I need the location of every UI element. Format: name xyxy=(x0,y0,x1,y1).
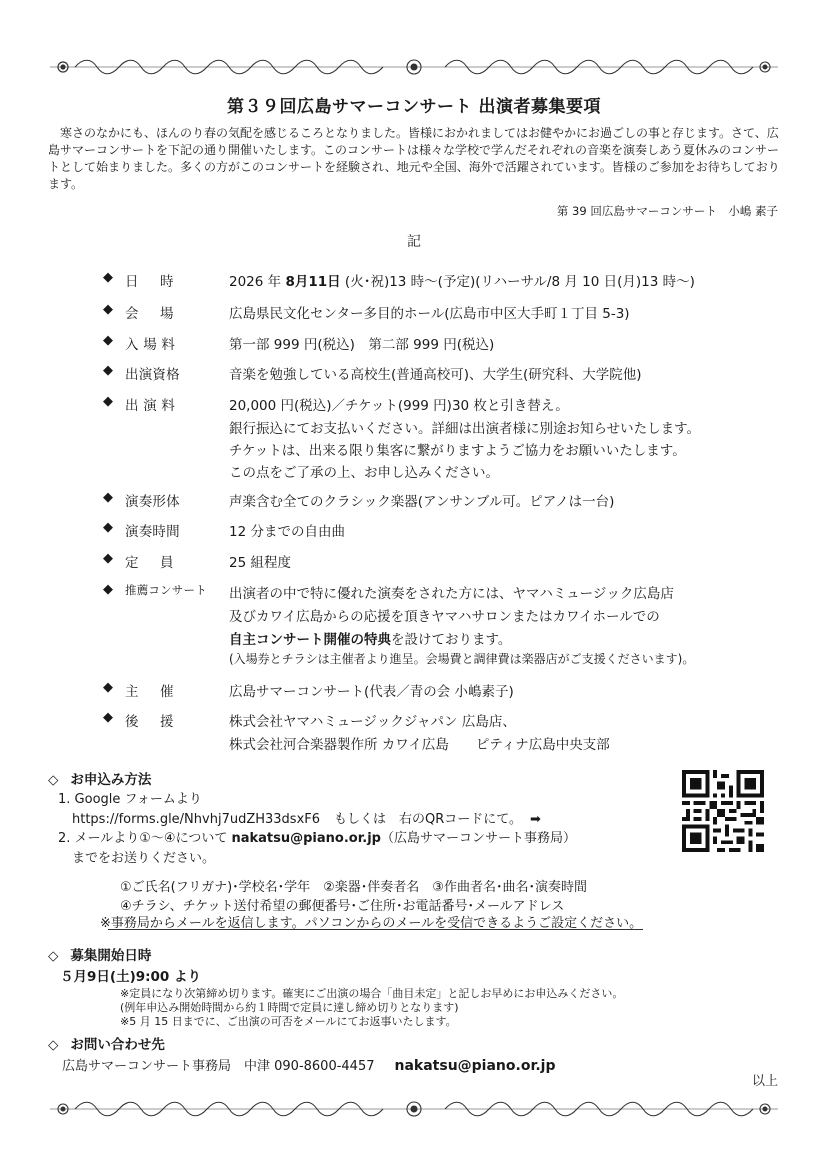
label-date: 日 時 xyxy=(125,274,178,290)
value-recommend-1: 出演者の中で特に優れた演奏をされた方には、ヤマハミュージック広島店 xyxy=(229,586,674,602)
recommend-post: を設けております。 xyxy=(391,632,512,648)
diamond-icon: ◆ xyxy=(103,333,113,348)
label-venue: 会 場 xyxy=(125,306,178,322)
label-time: 演奏時間 xyxy=(125,524,180,540)
apply-heading-text: お申込み方法 xyxy=(70,772,152,788)
value-performance-fee-4: この点をご了承の上、お申し込みください。 xyxy=(229,465,499,481)
diamond-icon: ◆ xyxy=(103,680,113,695)
apply-list-3: ※事務局からメールを返信します。パソコンからのメールを受信できるようご設定ください。 xyxy=(100,916,643,931)
apply-item-2-text: 2. メールより①～④について xyxy=(58,831,232,846)
diamond-icon: ◆ xyxy=(103,270,113,285)
value-host: 広島サマーコンサート(代表／青の会 小嶋素子) xyxy=(229,684,514,700)
date-year: 2026 年 xyxy=(229,274,286,290)
value-support-1: 株式会社ヤマハミュージックジャパン 広島店、 xyxy=(229,714,516,730)
diamond-icon: ◆ xyxy=(103,302,113,317)
date-bold: 8月11日 xyxy=(285,274,341,290)
label-form: 演奏形体 xyxy=(125,494,180,510)
recommend-bold: 自主コンサート開催の特典 xyxy=(229,632,391,648)
qr-hint: もしくは 右のQRコードにて。 xyxy=(334,812,523,827)
diamond-icon: ◆ xyxy=(103,394,113,409)
label-fee: 入 場 料 xyxy=(125,337,176,353)
apply-list-2: ④チラシ、チケット送付希望の郵便番号･ご住所･お電話番号･メールアドレス xyxy=(120,899,565,914)
apply-item-2-line: までをお送りください。 xyxy=(72,851,216,866)
value-performance-fee-1: 20,000 円(税込)／チケット(999 円)30 枚と引き替え。 xyxy=(229,398,569,414)
divider xyxy=(108,929,643,930)
diamond-icon: ◆ xyxy=(103,520,113,535)
intro-text: 寒さのなかにも、ほんのり春の気配を感じるころとなりました。皆様におかれましてはお健やかにお過ごしの事と存じます。さて、広島サマーコンサートを下記の通り開催いたします。このコンサートは様々な学校で学んだそれぞれの音楽を演奏しあう夏休みのコンサートとして始まりました。多くの方がこのコンサートを経験され、地元や全国、海外で活躍されています。皆様のご参加をお待ちしております。 xyxy=(48,126,780,191)
signature: 第 39 回広島サマーコンサート 小嶋 素子 xyxy=(556,204,778,218)
value-date xyxy=(229,270,695,290)
recruit-note-1: ※定員になり次第締め切ります。確実にご出演の場合「曲目未定」と記しお早めにお申込みください。 xyxy=(120,987,624,1000)
label-host: 主 催 xyxy=(125,684,178,700)
label-recommend: 推薦コンサート xyxy=(125,583,207,597)
diamond-icon: ◆ xyxy=(103,490,113,505)
office-name: （広島サマーコンサート事務局） xyxy=(380,831,576,846)
label-performance-fee: 出 演 料 xyxy=(125,398,176,414)
value-performance-fee-3: チケットは、出来る限り集客に繋がりますようご協力をお願いいたします。 xyxy=(229,443,686,459)
diamond-outline-icon: ◇ xyxy=(48,1037,59,1053)
label-capacity: 定 員 xyxy=(125,555,178,571)
recruit-date: ５月9日(土)9:00 より xyxy=(60,969,202,985)
value-support-2: 株式会社河合楽器製作所 カワイ広島 ピティナ広島中央支部 xyxy=(229,737,610,753)
value-time: 12 分までの自由曲 xyxy=(229,524,345,540)
arrow-right-icon: ➡ xyxy=(530,812,541,827)
value-qualification: 音楽を勉強している高校生(普通高校可)、大学生(研究科、大学院他) xyxy=(229,367,642,383)
diamond-icon: ◆ xyxy=(103,582,113,597)
value-venue: 広島県民文化センター多目的ホール(広島市中区大手町１丁目 5-3) xyxy=(229,306,630,322)
value-capacity: 25 組程度 xyxy=(229,555,291,571)
closing-ijo: 以上 xyxy=(751,1074,778,1089)
apply-list-1: ①ご氏名(フリガナ)･学校名･学年 ②楽器･伴奏者名 ③作曲者名･曲名･演奏時間 xyxy=(120,880,587,895)
value-form: 声楽含む全てのクラシック楽器(アンサンブル可。ピアノは一台) xyxy=(229,494,615,510)
label-support: 後 援 xyxy=(125,714,178,730)
diamond-outline-icon: ◇ xyxy=(48,772,59,788)
apply-heading xyxy=(48,768,151,788)
value-performance-fee-2: 銀行振込にてお支払いください。詳細は出演者様に別途お知らせいたします。 xyxy=(229,421,701,437)
email-link[interactable]: nakatsu@piano.or.jp xyxy=(231,831,381,846)
value-recommend-note: (入場券とチラシは主催者より進呈。会場費と調律費は楽器店がご支援くださいます)。 xyxy=(229,652,695,666)
contact-email-link[interactable]: nakatsu@piano.or.jp xyxy=(394,1058,556,1074)
value-fee: 第一部 999 円(税込) 第二部 999 円(税込) xyxy=(229,337,495,353)
recruit-note-2: (例年申込み開始時間から約１時間で定員に達し締め切りとなります) xyxy=(120,1001,459,1014)
ki-heading: 記 xyxy=(407,234,421,250)
qr-code-image[interactable] xyxy=(682,770,764,852)
form-url-link[interactable]: https://forms.gle/Nhvhj7udZH33dsxF6 xyxy=(72,812,321,827)
decorative-border-bottom xyxy=(45,1098,783,1120)
date-detail: (火･祝)13 時～(予定)(リハーサル/8 月 10 日(月)13 時～) xyxy=(340,274,695,290)
apply-item-1: 1. Google フォームより xyxy=(58,792,202,807)
contact-heading-text: お問い合わせ先 xyxy=(70,1037,165,1053)
diamond-icon: ◆ xyxy=(103,710,113,725)
decorative-border-top xyxy=(45,56,783,78)
contact-line xyxy=(62,1055,556,1074)
diamond-icon: ◆ xyxy=(103,363,113,378)
label-qualification: 出演資格 xyxy=(125,367,180,383)
diamond-icon: ◆ xyxy=(103,551,113,566)
diamond-outline-icon: ◇ xyxy=(48,948,59,964)
apply-item-1-line xyxy=(72,808,541,827)
recruit-heading xyxy=(48,944,151,964)
value-recommend-3 xyxy=(229,628,511,648)
recruit-heading-text: 募集開始日時 xyxy=(70,948,152,964)
recruit-note-3: ※5 月 15 日までに、ご出演の可否をメールにてお返事いたします。 xyxy=(120,1015,457,1028)
contact-text: 広島サマーコンサート事務局 中津 090-8600-4457 xyxy=(62,1059,375,1074)
apply-item-2 xyxy=(58,827,576,846)
intro-paragraph xyxy=(48,125,783,193)
contact-heading xyxy=(48,1033,165,1053)
page-title: 第３９回広島サマーコンサート 出演者募集要項 xyxy=(227,97,601,117)
value-recommend-2: 及びカワイ広島からの応援を頂きヤマハサロンまたはカワイホールでの xyxy=(229,609,660,625)
